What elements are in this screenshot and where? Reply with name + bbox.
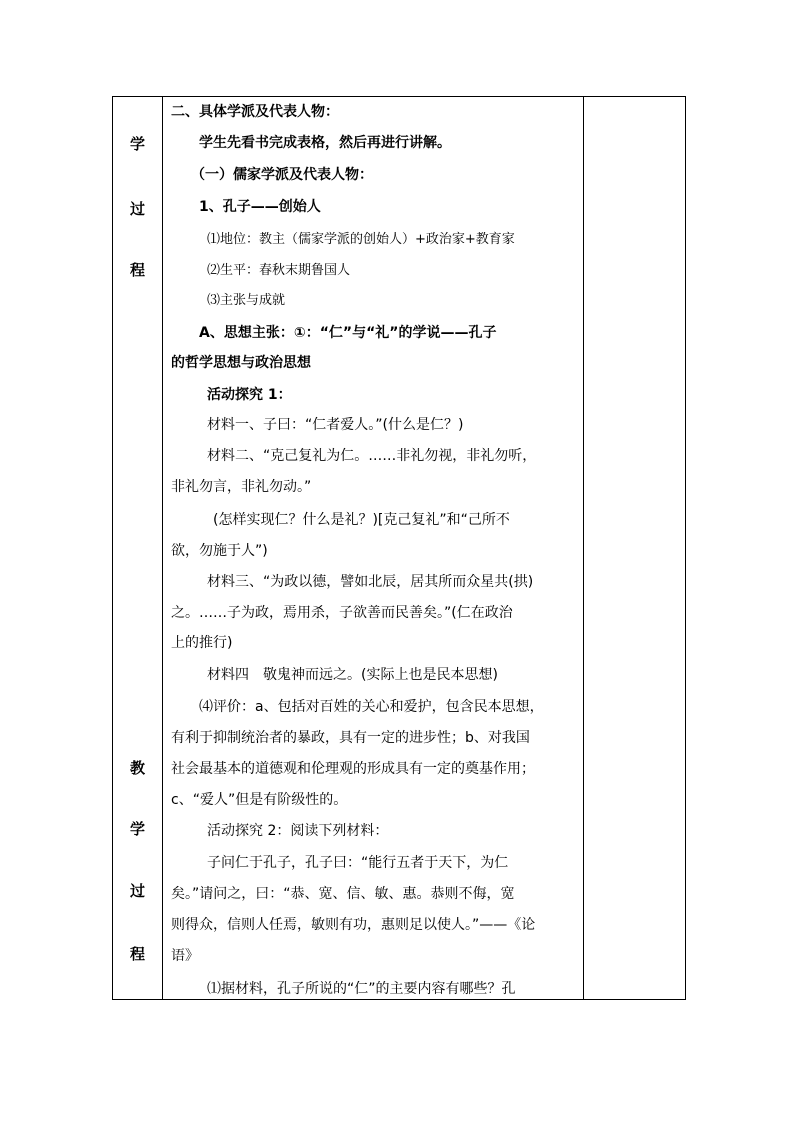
activity-2-heading: 活动探究 2：阅读下列材料：	[207, 823, 389, 839]
side-label-cheng-2: 程	[129, 945, 145, 963]
reading-line-1: 子问仁于孔子，孔子曰：“能行五者于天下，为仁	[207, 855, 509, 871]
question-1: ⑴据材料，孔子所说的“仁”的主要内容有哪些？孔	[207, 981, 516, 997]
question-line-1: (怎样实现仁？什么是礼？)[克己复礼”和“己所不	[213, 512, 510, 528]
evaluation-line-1: ⑷评价：a、包括对百姓的关心和爱护，包含民本思想，	[199, 699, 544, 715]
thought-line-1: A、思想主张：①：“仁”与“礼”的学说——孔子	[199, 325, 497, 341]
section-heading: 二、具体学派及代表人物：	[171, 104, 339, 120]
topic-heading: 1、孔子——创始人	[199, 199, 321, 215]
subsection-heading: （一）儒家学派及代表人物：	[191, 167, 373, 183]
reading-line-4: 语》	[171, 948, 199, 964]
item-life: ⑵生平：春秋末期鲁国人	[207, 263, 351, 278]
activity-1-heading: 活动探究 1：	[207, 387, 292, 403]
column-divider-left	[162, 97, 163, 999]
side-label-jiao: 教	[129, 759, 145, 777]
evaluation-line-3: 社会最基本的道德观和伦理观的形成具有一定的奠基作用；	[171, 761, 535, 777]
material-4: 材料四 敬鬼神而远之。(实际上也是民本思想)	[207, 667, 498, 683]
reading-line-2: 矣。”请问之，曰：“恭、宽、信、敏、惠。恭则不侮，宽	[171, 886, 515, 902]
thought-line-2: 的哲学思想与政治思想	[171, 355, 311, 371]
side-label-xue-2: 学	[129, 820, 145, 838]
evaluation-line-2: 有利于抑制统治者的暴政，具有一定的进步性；b、对我国	[171, 730, 530, 746]
material-2-line-2: 非礼勿言，非礼勿动。”	[171, 479, 312, 495]
item-ideas: ⑶主张与成就	[207, 293, 286, 308]
material-3-line-3: 上的推行)	[171, 635, 233, 651]
question-line-2: 欲，勿施于人”)	[171, 543, 268, 559]
side-label-xue: 学	[129, 135, 145, 153]
evaluation-line-4: c、“爱人”但是有阶级性的。	[171, 792, 348, 808]
instruction-line: 学生先看书完成表格，然后再进行讲解。	[199, 135, 451, 151]
reading-line-3: 则得众，信则人任焉，敏则有功，惠则足以使人。”——《论	[171, 917, 536, 933]
item-status: ⑴地位：教主（儒家学派的创始人）+政治家+教育家	[207, 232, 515, 247]
lesson-table	[112, 96, 686, 1000]
material-1: 材料一、子曰：“仁者爱人。”(什么是仁？)	[207, 417, 464, 433]
side-label-cheng: 程	[129, 261, 145, 279]
side-label-guo-2: 过	[129, 882, 145, 900]
material-3-line-1: 材料三、“为政以德，譬如北辰，居其所而众星共(拱)	[207, 574, 534, 590]
column-divider-right	[583, 97, 584, 999]
side-label-guo: 过	[129, 200, 145, 218]
material-2-line-1: 材料二、“克己复礼为仁。……非礼勿视，非礼勿听，	[207, 448, 537, 464]
material-3-line-2: 之。……子为政，焉用杀，子欲善而民善矣。”(仁在政治	[171, 605, 513, 621]
